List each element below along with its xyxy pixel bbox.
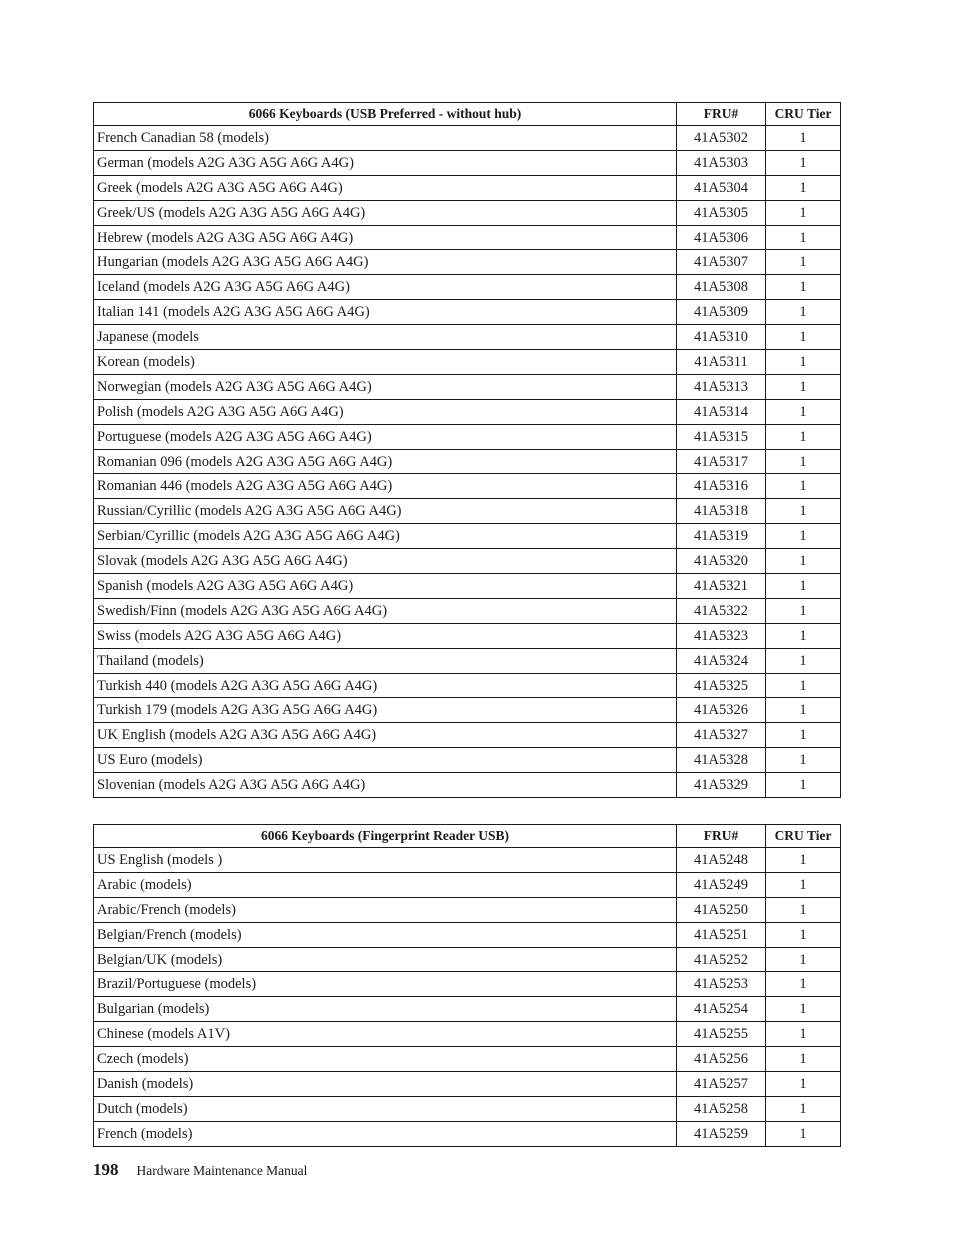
table-header <box>94 825 841 848</box>
table-row <box>94 250 841 275</box>
cell-cru-tier: 1 <box>766 524 841 549</box>
cell-fru-number: 41A5316 <box>677 474 766 499</box>
table-row <box>94 848 841 873</box>
cell-fru-number: 41A5326 <box>677 698 766 723</box>
cell-cru-tier: 1 <box>766 300 841 325</box>
page-footer <box>93 1160 307 1184</box>
cell-fru-number: 41A5302 <box>677 126 766 151</box>
cell-description: Arabic (models) <box>94 872 677 897</box>
cell-cru-tier: 1 <box>766 474 841 499</box>
table-row <box>94 474 841 499</box>
cell-cru-tier: 1 <box>766 549 841 574</box>
cell-fru-number: 41A5304 <box>677 175 766 200</box>
cell-fru-number: 41A5313 <box>677 374 766 399</box>
cell-description: Polish (models A2G A3G A5G A6G A4G) <box>94 399 677 424</box>
cell-cru-tier: 1 <box>766 350 841 375</box>
cell-cru-tier: 1 <box>766 848 841 873</box>
cell-cru-tier: 1 <box>766 648 841 673</box>
cell-cru-tier: 1 <box>766 723 841 748</box>
table-row <box>94 673 841 698</box>
cell-description: Belgian/French (models) <box>94 922 677 947</box>
column-header-cru-tier: CRU Tier <box>766 825 841 848</box>
cell-description: Turkish 440 (models A2G A3G A5G A6G A4G) <box>94 673 677 698</box>
cell-cru-tier: 1 <box>766 225 841 250</box>
cell-fru-number: 41A5328 <box>677 748 766 773</box>
keyboards-fingerprint-reader-table <box>93 824 841 1147</box>
cell-description: French Canadian 58 (models) <box>94 126 677 151</box>
cell-cru-tier: 1 <box>766 325 841 350</box>
cell-cru-tier: 1 <box>766 922 841 947</box>
table-row <box>94 325 841 350</box>
table-row <box>94 897 841 922</box>
cell-description: Italian 141 (models A2G A3G A5G A6G A4G) <box>94 300 677 325</box>
cell-cru-tier: 1 <box>766 1022 841 1047</box>
cell-description: Hebrew (models A2G A3G A5G A6G A4G) <box>94 225 677 250</box>
cell-description: Hungarian (models A2G A3G A5G A6G A4G) <box>94 250 677 275</box>
table-row <box>94 872 841 897</box>
table-row <box>94 449 841 474</box>
cell-cru-tier: 1 <box>766 399 841 424</box>
cell-cru-tier: 1 <box>766 698 841 723</box>
cell-cru-tier: 1 <box>766 1096 841 1121</box>
cell-fru-number: 41A5323 <box>677 623 766 648</box>
column-header-description: 6066 Keyboards (USB Preferred - without hub) <box>94 103 677 126</box>
table-row <box>94 399 841 424</box>
cell-description: Korean (models) <box>94 350 677 375</box>
cell-description: German (models A2G A3G A5G A6G A4G) <box>94 150 677 175</box>
cell-description: Romanian 096 (models A2G A3G A5G A6G A4G) <box>94 449 677 474</box>
cell-description: US Euro (models) <box>94 748 677 773</box>
cell-cru-tier: 1 <box>766 773 841 798</box>
cell-fru-number: 41A5324 <box>677 648 766 673</box>
table-row <box>94 698 841 723</box>
cell-fru-number: 41A5255 <box>677 1022 766 1047</box>
header-row <box>94 103 841 126</box>
cell-cru-tier: 1 <box>766 200 841 225</box>
cell-description: Swiss (models A2G A3G A5G A6G A4G) <box>94 623 677 648</box>
keyboards-usb-preferred-table <box>93 102 841 798</box>
cell-fru-number: 41A5251 <box>677 922 766 947</box>
cell-description: Turkish 179 (models A2G A3G A5G A6G A4G) <box>94 698 677 723</box>
table-row <box>94 972 841 997</box>
table-row <box>94 350 841 375</box>
cell-description: Dutch (models) <box>94 1096 677 1121</box>
cell-cru-tier: 1 <box>766 748 841 773</box>
cell-fru-number: 41A5252 <box>677 947 766 972</box>
table-row <box>94 598 841 623</box>
cell-cru-tier: 1 <box>766 449 841 474</box>
cell-fru-number: 41A5249 <box>677 872 766 897</box>
cell-fru-number: 41A5248 <box>677 848 766 873</box>
cell-fru-number: 41A5306 <box>677 225 766 250</box>
cell-fru-number: 41A5305 <box>677 200 766 225</box>
cell-cru-tier: 1 <box>766 972 841 997</box>
cell-description: Norwegian (models A2G A3G A5G A6G A4G) <box>94 374 677 399</box>
cell-fru-number: 41A5307 <box>677 250 766 275</box>
cell-fru-number: 41A5254 <box>677 997 766 1022</box>
column-header-fru: FRU# <box>677 103 766 126</box>
cell-cru-tier: 1 <box>766 175 841 200</box>
table-row <box>94 524 841 549</box>
table-row <box>94 773 841 798</box>
cell-cru-tier: 1 <box>766 872 841 897</box>
cell-fru-number: 41A5250 <box>677 897 766 922</box>
cell-cru-tier: 1 <box>766 997 841 1022</box>
cell-fru-number: 41A5256 <box>677 1047 766 1072</box>
cell-cru-tier: 1 <box>766 126 841 151</box>
cell-description: Czech (models) <box>94 1047 677 1072</box>
cell-cru-tier: 1 <box>766 598 841 623</box>
cell-description: US English (models ) <box>94 848 677 873</box>
table-row <box>94 648 841 673</box>
cell-fru-number: 41A5322 <box>677 598 766 623</box>
cell-fru-number: 41A5319 <box>677 524 766 549</box>
table-row <box>94 997 841 1022</box>
cell-description: Brazil/Portuguese (models) <box>94 972 677 997</box>
cell-fru-number: 41A5309 <box>677 300 766 325</box>
table-row <box>94 499 841 524</box>
cell-cru-tier: 1 <box>766 1047 841 1072</box>
cell-cru-tier: 1 <box>766 623 841 648</box>
cell-description: Greek (models A2G A3G A5G A6G A4G) <box>94 175 677 200</box>
cell-description: Serbian/Cyrillic (models A2G A3G A5G A6G A4G) <box>94 524 677 549</box>
cell-fru-number: 41A5303 <box>677 150 766 175</box>
table-row <box>94 1096 841 1121</box>
cell-cru-tier: 1 <box>766 424 841 449</box>
cell-cru-tier: 1 <box>766 574 841 599</box>
cell-fru-number: 41A5321 <box>677 574 766 599</box>
table-body <box>94 126 841 798</box>
cell-cru-tier: 1 <box>766 250 841 275</box>
cell-description: Thailand (models) <box>94 648 677 673</box>
cell-fru-number: 41A5314 <box>677 399 766 424</box>
table-row <box>94 748 841 773</box>
cell-description: Spanish (models A2G A3G A5G A6G A4G) <box>94 574 677 599</box>
cell-fru-number: 41A5325 <box>677 673 766 698</box>
cell-cru-tier: 1 <box>766 897 841 922</box>
cell-description: Slovak (models A2G A3G A5G A6G A4G) <box>94 549 677 574</box>
table-row <box>94 150 841 175</box>
table-header <box>94 103 841 126</box>
table-row <box>94 275 841 300</box>
table-row <box>94 1022 841 1047</box>
cell-fru-number: 41A5310 <box>677 325 766 350</box>
cell-description: UK English (models A2G A3G A5G A6G A4G) <box>94 723 677 748</box>
cell-fru-number: 41A5318 <box>677 499 766 524</box>
column-header-fru: FRU# <box>677 825 766 848</box>
cell-fru-number: 41A5317 <box>677 449 766 474</box>
manual-title: Hardware Maintenance Manual <box>136 1163 308 1178</box>
cell-cru-tier: 1 <box>766 150 841 175</box>
cell-description: Greek/US (models A2G A3G A5G A6G A4G) <box>94 200 677 225</box>
column-header-description: 6066 Keyboards (Fingerprint Reader USB) <box>94 825 677 848</box>
cell-description: Arabic/French (models) <box>94 897 677 922</box>
table-body <box>94 848 841 1147</box>
column-header-cru-tier: CRU Tier <box>766 103 841 126</box>
table-row <box>94 374 841 399</box>
cell-description: Bulgarian (models) <box>94 997 677 1022</box>
cell-cru-tier: 1 <box>766 275 841 300</box>
cell-description: Romanian 446 (models A2G A3G A5G A6G A4G) <box>94 474 677 499</box>
page-number: 198 <box>93 1160 119 1179</box>
table-row <box>94 175 841 200</box>
table-row <box>94 574 841 599</box>
cell-description: Chinese (models A1V) <box>94 1022 677 1047</box>
cell-description: French (models) <box>94 1121 677 1146</box>
cell-fru-number: 41A5329 <box>677 773 766 798</box>
cell-fru-number: 41A5315 <box>677 424 766 449</box>
cell-fru-number: 41A5308 <box>677 275 766 300</box>
cell-cru-tier: 1 <box>766 499 841 524</box>
table-row <box>94 723 841 748</box>
cell-cru-tier: 1 <box>766 1121 841 1146</box>
table-row <box>94 1047 841 1072</box>
table-row <box>94 126 841 151</box>
table-row <box>94 424 841 449</box>
table-row <box>94 922 841 947</box>
cell-cru-tier: 1 <box>766 947 841 972</box>
cell-fru-number: 41A5253 <box>677 972 766 997</box>
cell-fru-number: 41A5257 <box>677 1072 766 1097</box>
cell-description: Japanese (models <box>94 325 677 350</box>
cell-description: Portuguese (models A2G A3G A5G A6G A4G) <box>94 424 677 449</box>
cell-fru-number: 41A5327 <box>677 723 766 748</box>
header-row <box>94 825 841 848</box>
cell-fru-number: 41A5259 <box>677 1121 766 1146</box>
cell-description: Iceland (models A2G A3G A5G A6G A4G) <box>94 275 677 300</box>
table-row <box>94 200 841 225</box>
table-row <box>94 623 841 648</box>
cell-description: Slovenian (models A2G A3G A5G A6G A4G) <box>94 773 677 798</box>
table-row <box>94 225 841 250</box>
cell-description: Swedish/Finn (models A2G A3G A5G A6G A4G) <box>94 598 677 623</box>
cell-description: Danish (models) <box>94 1072 677 1097</box>
cell-cru-tier: 1 <box>766 374 841 399</box>
cell-cru-tier: 1 <box>766 673 841 698</box>
cell-fru-number: 41A5320 <box>677 549 766 574</box>
table-row <box>94 1121 841 1146</box>
cell-cru-tier: 1 <box>766 1072 841 1097</box>
table-row <box>94 549 841 574</box>
table-row <box>94 1072 841 1097</box>
table-row <box>94 947 841 972</box>
cell-description: Belgian/UK (models) <box>94 947 677 972</box>
cell-fru-number: 41A5258 <box>677 1096 766 1121</box>
cell-description: Russian/Cyrillic (models A2G A3G A5G A6G A4G) <box>94 499 677 524</box>
cell-fru-number: 41A5311 <box>677 350 766 375</box>
table-row <box>94 300 841 325</box>
